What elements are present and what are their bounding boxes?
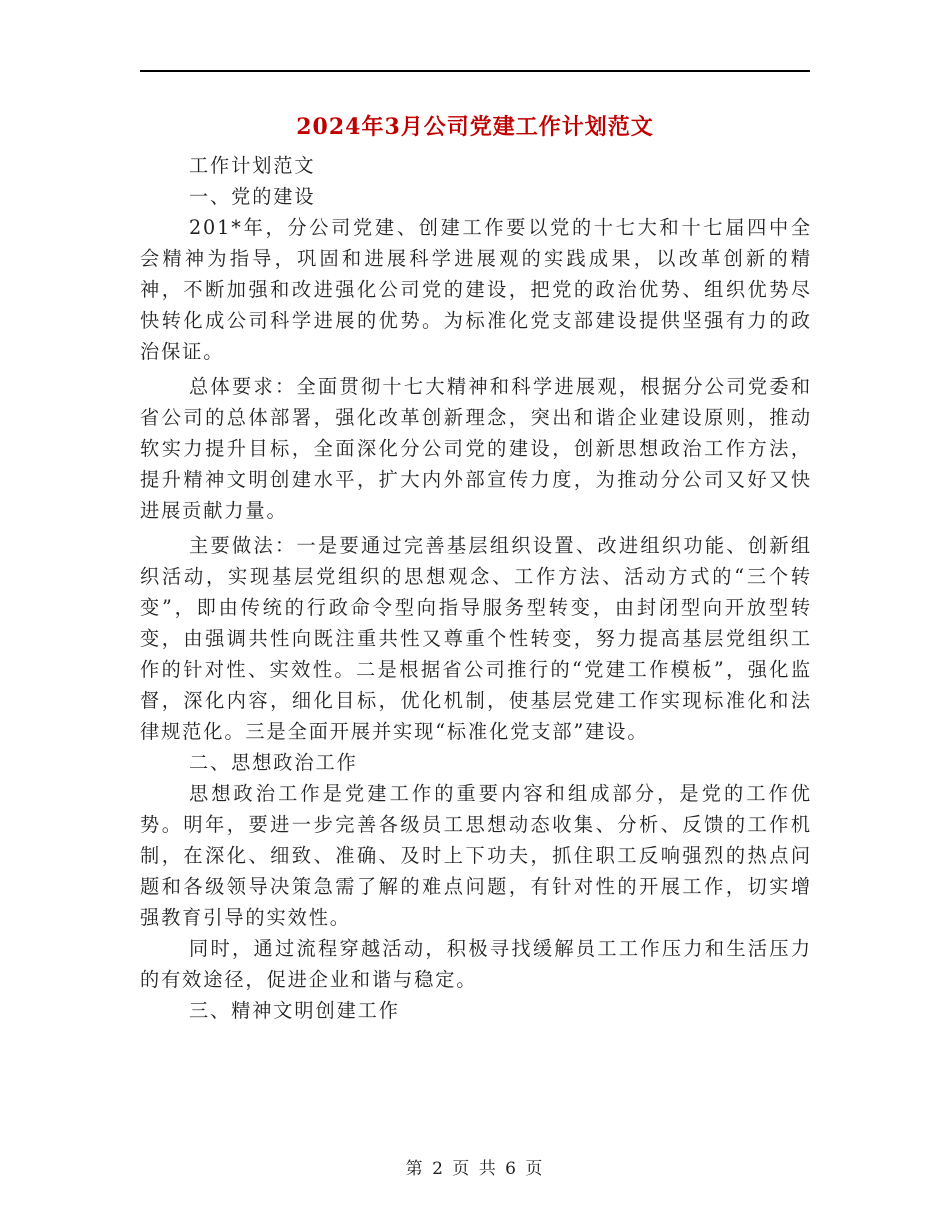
body-paragraph: 总体要求：全面贯彻十七大精神和科学进展观，根据分公司党委和省公司的总体部署，强化改革创新理念，突出和谐企业建设原则，推动软实力提升目标，全面深化分公司党的建设，创新思想政治工作方法，提升精神文明创建水平，扩大内外部宣传力度，为推动分公司又好又快进展贡献力量。 (140, 375, 812, 522)
section-heading: 一、党的建设 (188, 185, 316, 208)
page-number: 第 2 页 共 6 页 (405, 1159, 545, 1179)
body-paragraph: 思想政治工作是党建工作的重要内容和组成部分，是党的工作优势。明年，要进一步完善各级员工思想动态收集、分析、反馈的工作机制，在深化、细致、准确、及时上下功夫，抓住职工反响强烈的热点问题和各级领导决策急需了解的难点问题，有针对性的开展工作，切实增强教育引导的实效性。 (140, 782, 812, 929)
section-heading: 二、思想政治工作 (188, 751, 358, 774)
header-rule (140, 70, 810, 72)
body-paragraph: 201*年，分公司党建、创建工作要以党的十七大和十七届四中全会精神为指导，巩固和进展科学进展观的实践成果，以改革创新的精神，不断加强和改进强化公司党的建设，把党的政治优势、组织优势尽快转化成公司科学进展的优势。为标准化党支部建设提供坚强有力的政治保证。 (140, 216, 812, 363)
body-paragraph: 主要做法：一是要通过完善基层组织设置、改进组织功能、创新组织活动，实现基层党组织的思想观念、工作方法、活动方式的“三个转变”，即由传统的行政命令型向指导服务型转变，由封闭型向开放型转变，由强调共性向既注重共性又尊重个性转变，努力提高基层党组织工作的针对性、实效性。二是根据省公司推行的“党建工作模板”，强化监督，深化内容，细化目标，优化机制，使基层党建工作实现标准化和法律规范化。三是全面开展并实现“标准化党支部”建设。 (140, 534, 812, 743)
body-paragraph: 工作计划范文 (188, 154, 316, 177)
document-body (140, 150, 812, 1026)
document-title: 2024年3月公司党建工作计划范文 (296, 114, 654, 140)
section-heading: 三、精神文明创建工作 (188, 999, 400, 1022)
body-paragraph: 同时，通过流程穿越活动，积极寻找缓解员工工作压力和生活压力的有效途径，促进企业和谐与稳定。 (140, 937, 812, 991)
